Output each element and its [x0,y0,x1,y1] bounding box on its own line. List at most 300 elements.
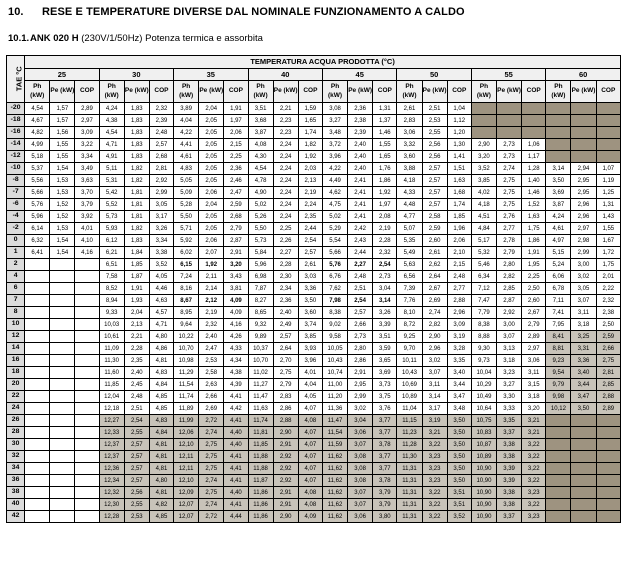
cop-value: 1,97 [224,115,248,127]
pe-value: 2,55 [124,427,149,439]
ph-value: 5,66 [25,187,50,199]
unavailable-cell [50,499,75,511]
pe-value: 3,07 [422,367,447,379]
ph-value: 6,12 [99,235,124,247]
tae-value: 26 [7,415,25,427]
cop-value: 3,36 [298,283,322,295]
unavailable-cell [546,127,571,139]
cop-value: 4,41 [224,475,248,487]
cop-col-header: COP [596,81,620,103]
cop-value: 4,41 [224,451,248,463]
ph-value: 6,02 [174,247,199,259]
cop-value: 3,79 [373,487,397,499]
cop-value: 1,41 [447,151,471,163]
pe-value: 2,41 [348,175,373,187]
cop-value: 3,34 [75,151,99,163]
ph-value: 9,73 [471,355,496,367]
cop-value: 3,26 [373,307,397,319]
ph-value: 10,12 [546,403,571,415]
pe-col-header: Pe (kW) [124,81,149,103]
cop-value: 2,81 [596,367,620,379]
cop-value: 1,63 [447,175,471,187]
pe-value: 2,75 [497,175,522,187]
cop-value: 3,59 [373,343,397,355]
pe-value: 2,75 [199,487,224,499]
cop-value: 4,04 [298,379,322,391]
unavailable-cell [50,451,75,463]
cop-value: 2,47 [224,187,248,199]
ph-value: 8,16 [174,283,199,295]
unavailable-cell [546,463,571,475]
unavailable-cell [571,511,596,523]
pe-value: 2,48 [348,271,373,283]
pe-value: 3,00 [497,319,522,331]
water-temp-row [7,69,621,81]
cop-value: 3,50 [447,463,471,475]
ph-value: 3,52 [471,163,496,175]
unavailable-cell [596,451,620,463]
ph-value: 11,86 [248,511,273,523]
unavailable-cell [75,343,99,355]
pe-value: 2,19 [199,307,224,319]
pe-value: 2,72 [199,415,224,427]
ph-value: 4,30 [248,151,273,163]
ph-value: 6,78 [546,283,571,295]
ph-value: 11,85 [99,379,124,391]
ph-value: 11,86 [248,487,273,499]
pe-value: 2,92 [273,451,298,463]
pe-value: 2,90 [422,331,447,343]
ph-value: 4,67 [25,115,50,127]
ph-value: 5,05 [174,175,199,187]
cop-value: 4,09 [224,307,248,319]
unavailable-cell [596,139,620,151]
cop-value: 2,68 [149,151,173,163]
cop-value: 3,04 [373,283,397,295]
unavailable-cell [75,439,99,451]
tae-value: 7 [7,295,25,307]
unavailable-cell [497,127,522,139]
ph-value: 4,54 [99,127,124,139]
ph-value: 5,24 [546,259,571,271]
ph-value: 12,27 [99,415,124,427]
ph-col-header: Ph (kW) [397,81,422,103]
pe-value: 2,40 [273,307,298,319]
pe-value: 2,40 [124,367,149,379]
ph-value: 5,17 [471,235,496,247]
pe-value: 2,53 [422,115,447,127]
ph-value: 7,39 [397,283,422,295]
pe-value: 2,86 [348,355,373,367]
pe-value: 2,98 [571,235,596,247]
pe-value: 2,57 [422,187,447,199]
table-row [7,355,621,367]
cop-value: 3,70 [75,187,99,199]
pe-value: 2,76 [497,211,522,223]
water-temp-header: 45 [322,69,396,81]
pe-value: 2,57 [124,475,149,487]
pe-value: 2,43 [348,235,373,247]
pe-value: 2,99 [571,247,596,259]
pe-value: 1,55 [50,139,75,151]
ph-value: 12,10 [174,439,199,451]
unavailable-cell [571,451,596,463]
cop-value: 3,52 [447,511,471,523]
cop-value: 4,40 [224,487,248,499]
ph-value: 5,42 [99,187,124,199]
cop-value: 3,77 [373,451,397,463]
cop-col-header: COP [224,81,248,103]
cop-value: 3,50 [447,427,471,439]
pe-value: 1,57 [50,103,75,115]
pe-value: 2,36 [273,295,298,307]
water-temp-header: 50 [397,69,471,81]
ph-col-header: Ph (kW) [99,81,124,103]
table-row [7,499,621,511]
pe-value: 2,57 [422,175,447,187]
pe-value: 2,40 [348,139,373,151]
cop-value: 2,66 [596,343,620,355]
pe-value: 1,53 [50,175,75,187]
pe-value: 1,55 [50,151,75,163]
ph-value: 5,96 [25,211,50,223]
cop-value: 3,21 [522,415,546,427]
pe-value: 2,77 [497,223,522,235]
pe-value: 2,53 [199,355,224,367]
pe-value: 3,23 [422,463,447,475]
cop-value: 3,77 [373,463,397,475]
pe-value: 2,74 [199,475,224,487]
cop-value: 3,50 [447,475,471,487]
column-label-row [7,81,621,103]
ph-value: 3,87 [546,199,571,211]
unavailable-cell [25,295,50,307]
cop-value: 1,20 [447,127,471,139]
table-row [7,223,621,235]
unavailable-cell [25,511,50,523]
pe-value: 1,53 [50,187,75,199]
ph-value: 12,11 [174,451,199,463]
pe-value: 3,14 [422,391,447,403]
cop-value: 3,39 [373,319,397,331]
ph-value: 11,74 [248,415,273,427]
pe-col-header: Pe (kW) [571,81,596,103]
ph-value: 10,03 [99,319,124,331]
cop-value: 3,51 [447,487,471,499]
ph-value: 9,58 [322,331,347,343]
ph-value: 4,90 [248,187,273,199]
tae-value: -8 [7,175,25,187]
pe-value: 1,92 [199,259,224,271]
ph-value: 8,94 [99,295,124,307]
cop-value: 2,59 [224,199,248,211]
pe-value: 2,42 [348,223,373,235]
pe-value: 2,30 [273,271,298,283]
ph-value: 4,48 [397,199,422,211]
pe-value: 3,08 [348,463,373,475]
pe-value: 1,82 [124,223,149,235]
ph-value: 12,37 [99,451,124,463]
pe-value: 2,57 [348,307,373,319]
ph-value: 11,63 [248,403,273,415]
ph-value: 12,09 [174,487,199,499]
cop-value: 4,07 [298,427,322,439]
table-row [7,475,621,487]
pe-value: 1,54 [50,163,75,175]
pe-value: 3,17 [422,403,447,415]
cop-value: 3,26 [149,223,173,235]
ph-value: 3,85 [471,175,496,187]
cop-value: 4,40 [224,439,248,451]
cop-value: 3,78 [373,475,397,487]
cop-value: 1,97 [373,199,397,211]
pe-value: 3,18 [497,355,522,367]
cop-value: 4,41 [224,499,248,511]
pe-value: 1,81 [124,187,149,199]
ph-value: 4,84 [471,223,496,235]
cop-value: 3,78 [373,439,397,451]
ph-value: 4,99 [25,139,50,151]
cop-value: 3,19 [447,331,471,343]
cop-value: 2,22 [596,283,620,295]
cop-value: 2,44 [298,223,322,235]
unavailable-cell [75,355,99,367]
cop-value: 4,83 [149,367,173,379]
pe-value: 2,55 [422,127,447,139]
pe-value: 2,24 [273,187,298,199]
ph-value: 11,54 [322,427,347,439]
pe-value: 3,02 [571,271,596,283]
cop-value: 3,20 [224,259,248,271]
pe-value: 2,49 [273,319,298,331]
pe-value: 2,05 [199,163,224,175]
ph-value: 8,72 [397,319,422,331]
pe-value: 1,52 [50,211,75,223]
cop-value: 2,57 [298,247,322,259]
tae-value: 38 [7,487,25,499]
table-row [7,415,621,427]
cop-value: 3,22 [522,475,546,487]
ph-value: 11,04 [397,403,422,415]
unavailable-cell [497,115,522,127]
cop-value: 4,40 [224,427,248,439]
cop-value: 3,79 [373,499,397,511]
ph-value: 12,34 [99,475,124,487]
ph-value: 6,32 [25,235,50,247]
cop-value: 4,81 [149,451,173,463]
pe-value: 2,91 [273,439,298,451]
cop-value: 4,16 [224,319,248,331]
pe-value: 2,64 [422,271,447,283]
tae-value: -16 [7,127,25,139]
ph-value: 12,04 [99,391,124,403]
tae-value: 36 [7,475,25,487]
ph-value: 10,90 [471,463,496,475]
pe-value: 2,05 [199,127,224,139]
cop-value: 2,25 [224,151,248,163]
cop-value: 2,88 [447,295,471,307]
ph-value: 6,51 [99,259,124,271]
pe-value: 3,07 [571,295,596,307]
ph-value: 4,33 [397,187,422,199]
cop-value: 1,86 [373,175,397,187]
cop-value: 3,75 [373,391,397,403]
ph-value: 5,29 [322,223,347,235]
unavailable-cell [25,403,50,415]
cop-value: 3,44 [447,379,471,391]
cop-value: 2,06 [224,127,248,139]
table-row [7,151,621,163]
ph-value: 3,89 [174,103,199,115]
ph-value: 11,31 [397,511,422,523]
ph-value: 12,11 [174,463,199,475]
pe-value: 2,05 [199,223,224,235]
subsection-spec: (230V/1/50Hz) Potenza termica e assorbita [81,33,263,44]
cop-value: 1,46 [522,187,546,199]
ph-value: 3,48 [322,127,347,139]
cop-value: 2,28 [373,235,397,247]
unavailable-cell [571,139,596,151]
ph-value: 4,08 [248,139,273,151]
ph-value: 9,33 [99,307,124,319]
cop-value: 4,71 [149,319,173,331]
cop-value: 3,96 [298,355,322,367]
cop-value: 3,93 [298,343,322,355]
water-temp-header: 30 [99,69,173,81]
pe-value: 2,57 [422,199,447,211]
pe-value: 3,31 [571,343,596,355]
pe-value: 2,75 [199,439,224,451]
ph-value: 12,33 [99,427,124,439]
unavailable-cell [546,139,571,151]
cop-value: 1,74 [298,127,322,139]
pe-col-header: Pe (kW) [422,81,447,103]
pe-value: 2,88 [273,415,298,427]
pe-value: 2,74 [199,427,224,439]
ph-value: 3,06 [397,127,422,139]
ph-value: 9,64 [174,319,199,331]
unavailable-cell [596,127,620,139]
cop-value: 2,32 [596,295,620,307]
pe-value: 1,82 [124,175,149,187]
ph-value: 4,22 [322,163,347,175]
table-row [7,163,621,175]
cop-value: 3,17 [149,211,173,223]
cop-value: 3,65 [373,355,397,367]
tae-value: 18 [7,367,25,379]
unavailable-cell [75,271,99,283]
unavailable-cell [596,427,620,439]
ph-value: 11,62 [322,511,347,523]
ph-value: 10,89 [471,451,496,463]
ph-value: 5,52 [99,199,124,211]
ph-value: 8,67 [174,295,199,307]
cop-value: 3,40 [447,367,471,379]
pe-value: 2,92 [273,475,298,487]
pe-value: 3,07 [348,499,373,511]
ph-value: 5,50 [248,223,273,235]
ph-value: 11,85 [248,439,273,451]
unavailable-cell [571,475,596,487]
cop-value: 1,74 [447,199,471,211]
cop-value: 1,04 [447,103,471,115]
pe-value: 2,54 [348,295,373,307]
ph-value: 10,90 [471,475,496,487]
pe-value: 2,51 [124,403,149,415]
pe-value: 2,04 [199,103,224,115]
ph-value: 7,11 [546,295,571,307]
tae-value: -4 [7,211,25,223]
table-row [7,343,621,355]
unavailable-cell [75,511,99,523]
cop-value: 3,60 [298,307,322,319]
cop-value: 1,75 [596,259,620,271]
pe-value: 1,84 [124,247,149,259]
pe-value: 3,39 [497,463,522,475]
tae-value: 8 [7,307,25,319]
unavailable-cell [75,427,99,439]
pe-value: 1,83 [124,235,149,247]
ph-value: 9,32 [248,319,273,331]
pe-value: 3,23 [422,475,447,487]
pe-value: 2,91 [273,487,298,499]
ph-value: 3,08 [322,103,347,115]
ph-value: 4,78 [248,175,273,187]
ph-value: 12,06 [174,427,199,439]
water-temp-header: 60 [546,69,621,81]
ph-value: 5,63 [397,259,422,271]
ph-value: 11,30 [397,451,422,463]
ph-value: 10,89 [397,391,422,403]
table-row [7,403,621,415]
pe-value: 2,95 [348,379,373,391]
unavailable-cell [25,319,50,331]
subsection-number: 10.1. [8,33,30,44]
ph-value: 8,95 [174,307,199,319]
pe-value: 2,90 [273,427,298,439]
pe-value: 3,39 [497,475,522,487]
cop-value: 3,14 [373,295,397,307]
unavailable-cell [50,331,75,343]
ph-value: 9,02 [322,319,347,331]
ph-value: 3,27 [322,115,347,127]
cop-value: 3,11 [522,367,546,379]
unavailable-cell [50,295,75,307]
cop-value: 2,48 [447,271,471,283]
pe-value: 3,00 [571,259,596,271]
ph-value: 4,91 [99,151,124,163]
cop-value: 3,63 [75,175,99,187]
cop-value: 1,85 [447,211,471,223]
ph-value: 11,15 [397,415,422,427]
cop-value: 3,22 [522,451,546,463]
ph-value: 4,18 [471,199,496,211]
unavailable-cell [25,451,50,463]
cop-value: 1,52 [522,199,546,211]
tae-value: -14 [7,139,25,151]
unavailable-cell [50,403,75,415]
cop-value: 4,86 [149,343,173,355]
pe-value: 2,25 [273,223,298,235]
pe-value: 3,07 [348,487,373,499]
cop-value: 1,63 [522,211,546,223]
cop-value: 2,24 [298,199,322,211]
pe-value: 3,19 [422,415,447,427]
cop-value: 3,35 [447,355,471,367]
unavailable-cell [25,439,50,451]
ph-value: 12,28 [99,511,124,523]
cop-value: 1,75 [522,223,546,235]
